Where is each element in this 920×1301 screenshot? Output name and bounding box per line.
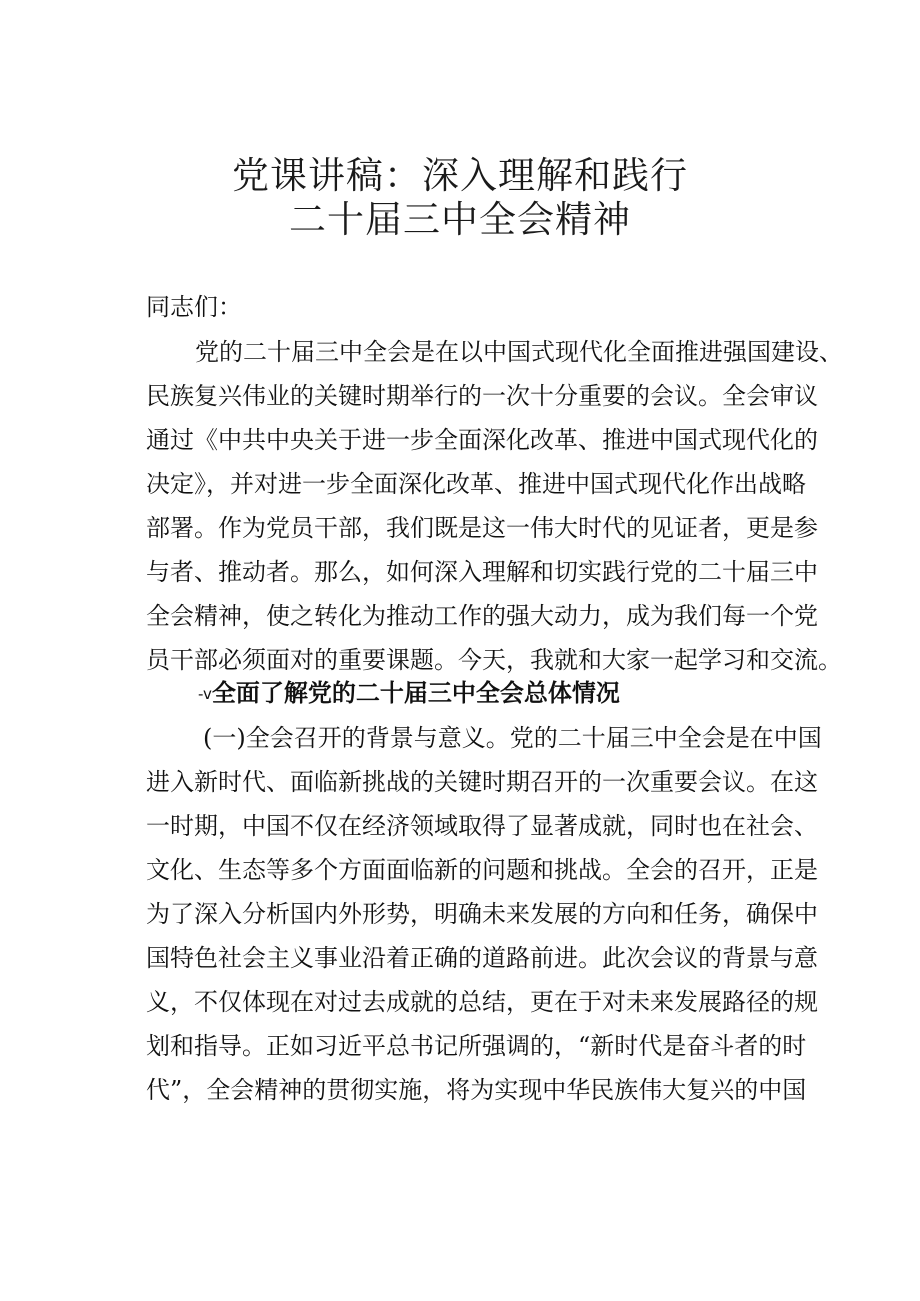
document-title-line-1: 党课讲稿：深入理解和践行 [232,154,688,197]
subsection-line: 一时期，中国不仅在经济领域取得了显著成就，同时也在社会、 [146,812,818,840]
intro-line: 部署。作为党员干部，我们既是这一伟大时代的见证者，更是参 [146,514,818,542]
intro-line: 民族复兴伟业的关键时期举行的一次十分重要的会议。全会审议 [146,382,818,410]
intro-line: 党的二十届三中全会是在以中国式现代化全面推进强国建设、 [195,338,843,366]
subsection-line: 为了深入分析国内外形势，明确未来发展的方向和任务，确保中 [146,900,818,928]
intro-line: 全会精神，使之转化为推动工作的强大动力，成为我们每一个党 [146,602,818,630]
section-mark: -v [198,685,212,703]
subsection-line: 文化、生态等多个方面面临新的问题和挑战。全会的召开，正是 [146,856,818,884]
subsection-line: 划和指导。正如习近平总书记所强调的，“新时代是奋斗者的时 [146,1032,807,1060]
intro-line: 通过《中共中央关于进一步全面深化改革、推进中国式现代化的 [146,426,818,454]
section-heading [198,678,620,709]
document-title-line-2: 二十届三中全会精神 [289,198,631,241]
intro-line: 决定》，并对进一步全面深化改革、推进中国式现代化作出战略 [146,470,806,498]
intro-line: 与者、推动者。那么，如何深入理解和切实践行党的二十届三中 [146,558,818,586]
salutation: 同志们： [146,293,242,321]
subsection-line: (一)全会召开的背景与意义。党的二十届三中全会是在中国 [203,724,822,752]
subsection-line: 进入新时代、面临新挑战的关键时期召开的一次重要会议。在这 [146,768,818,796]
subsection-line: 义，不仅体现在对过去成就的总结，更在于对未来发展路径的规 [146,988,818,1016]
intro-line: 员干部必须面对的重要课题。今天，我就和大家一起学习和交流。 [146,646,842,674]
subsection-line: 国特色社会主义事业沿着正确的道路前进。此次会议的背景与意 [146,944,818,972]
subsection-line: 代”，全会精神的贯彻实施，将为实现中华民族伟大复兴的中国 [146,1076,807,1104]
section-heading-text: 全面了解党的二十届三中全会总体情况 [211,679,620,707]
